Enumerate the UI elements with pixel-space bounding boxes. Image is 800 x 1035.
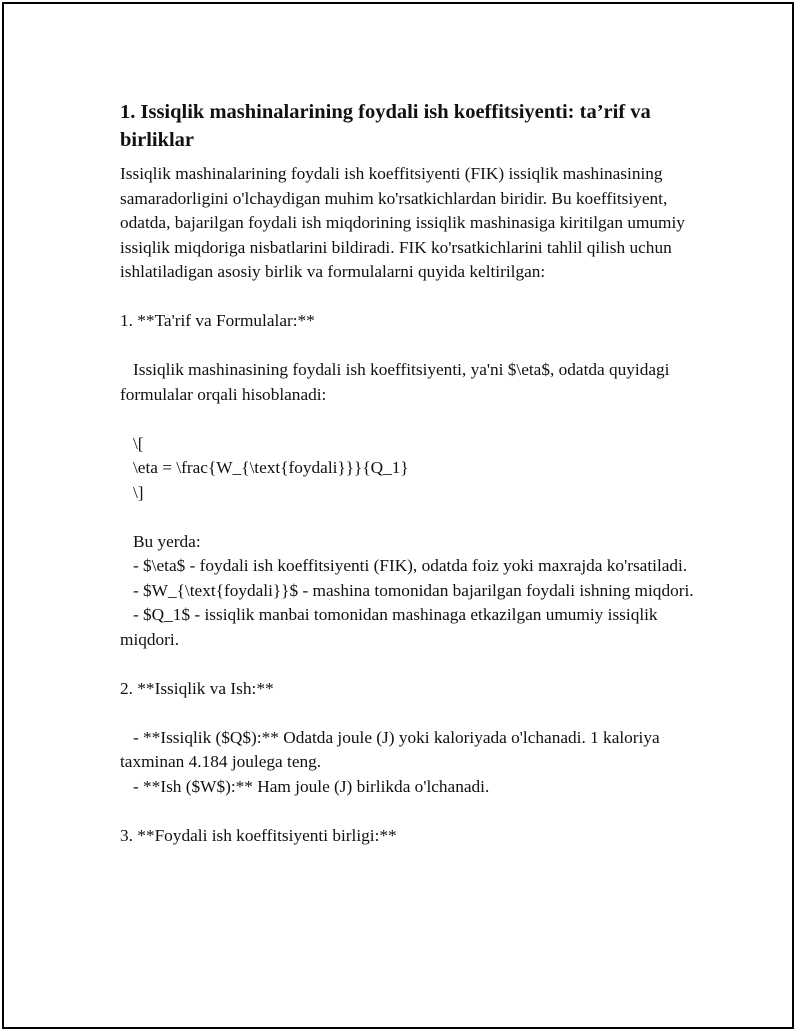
formula-body: \eta = \frac{W_{\text{foydali}}}{Q_1} [120, 458, 409, 477]
subsection-title-heat-work: 2. **Issiqlik va Ish:** [120, 678, 274, 698]
list-item-heat-unit: - **Issiqlik ($Q$):** Odatda joule (J) yoki kaloriyada o'lchanadi. 1 kaloriya taxminan 4.184 joulega teng. [120, 727, 664, 771]
subsection-title-definition: 1. **Ta'rif va Formulalar:** [120, 311, 315, 330]
section-heading: 1. Issiqlik mashinalarining foydali ish koeffitsiyenti: ta’rif va birliklar [120, 101, 651, 151]
blank-line [120, 505, 700, 530]
subsection-title-efficiency-unit: 3. **Foydali ish koeffitsiyenti birligi:** [120, 825, 397, 845]
document-content [120, 98, 700, 848]
blank-line [120, 799, 700, 824]
formula-close: \] [120, 482, 144, 502]
formula-open: \[ [120, 433, 144, 453]
list-item-heat-q1: - $Q_1$ - issiqlik manbai tomonidan mashinaga etkazilgan umumiy issiqlik miqdori. [120, 605, 662, 649]
blank-line [120, 652, 700, 677]
blank-line [120, 285, 700, 310]
blank-line [120, 407, 700, 432]
document-page [2, 2, 794, 1029]
list-item-work-useful: - $W_{\text{foydali}}$ - mashina tomonidan bajarilgan foydali ishning miqdori. [120, 580, 694, 600]
blank-line [120, 334, 700, 359]
where-label: Bu yerda: [120, 531, 201, 551]
list-item-work-unit: - **Ish ($W$):** Ham joule (J) birlikda o'lchanadi. [120, 776, 490, 796]
list-item-eta: - $\eta$ - foydali ish koeffitsiyenti (FIK), odatda foiz yoki maxrajda ko'rsatiladi. [120, 556, 688, 575]
intro-paragraph: Issiqlik mashinalarining foydali ish koeffitsiyenti (FIK) issiqlik mashinasining samaradorligini o'lchaydigan muhim ko'rsatkichlardan biridir. Bu koeffitsiyent, odatda, bajarilgan foydali ish miqdorining issiqlik mashinasiga kiritilgan umumiy issiqlik miqdoriga nisbatlarini bildiradi. FIK ko'rsatkichlarini tahlil qilish uchun ishlatiladigan asosiy birlik va formulalarni quyida keltirilgan: [120, 164, 690, 281]
blank-line [120, 701, 700, 726]
definition-text: Issiqlik mashinasining foydali ish koeffitsiyenti, ya'ni $\eta$, odatda quyidagi formulalar orqali hisoblanadi: [120, 360, 674, 404]
